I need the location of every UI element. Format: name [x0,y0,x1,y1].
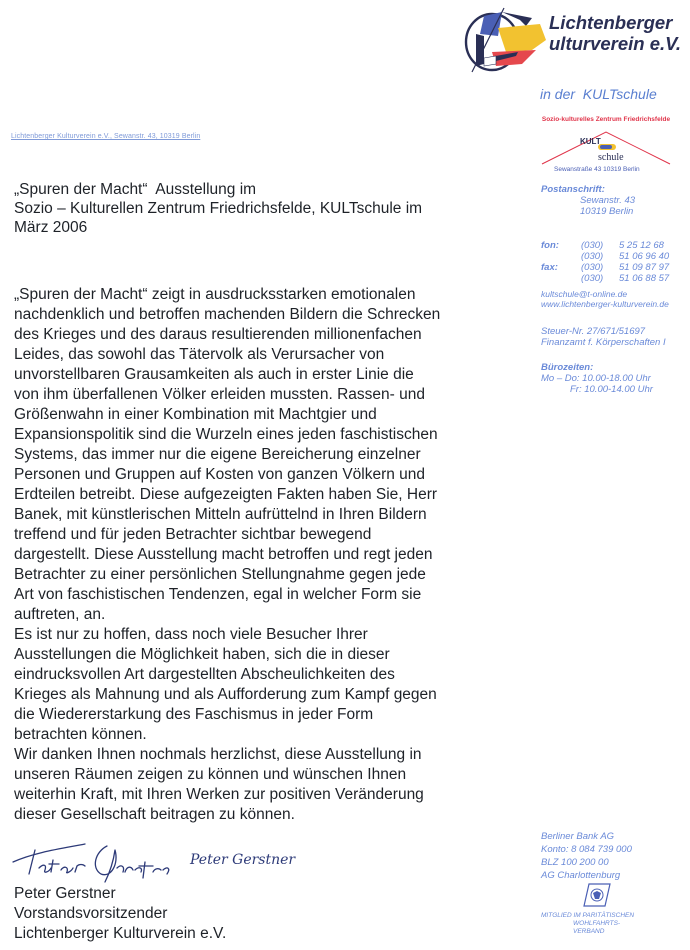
phone-label [541,251,581,262]
body-line: des Krieges und des daraus resultierenden millionenfachen [14,326,422,343]
body-line: „Spuren der Macht“ zeigt in ausdrucksstarken emotionalen [14,286,416,303]
body-line: unseren Räumen zeigen zu können und wünschen Ihnen [14,766,407,783]
letter-subject [14,180,422,237]
paritaetischer-emblem-icon [583,883,611,907]
stamp-brand-suffix: schule [598,152,624,163]
tax-info [541,326,666,348]
body-line: Größenwahn in einer Kombination mit Machtgier und [14,406,377,423]
letter-body [14,285,534,825]
signer-role: Vorstandsvorsitzender [14,905,168,922]
website-link[interactable]: www.lichtenberger-kulturverein.de [541,299,669,309]
body-line: dargestellt. Diese Ausstellung macht betroffen und regt jeden [14,546,433,563]
membership-note [541,912,634,936]
body-line: auftreten, an. [14,606,106,623]
body-line: Ausstellungen die Möglichkeit haben, sich die in dieser [14,646,390,663]
org-logo [462,6,550,74]
body-line: weiterhin Kraft, mit Ihren Werken zur positiven Veränderung [14,786,424,803]
phone-row [541,251,669,262]
phone-row [541,240,669,251]
bank-details [541,830,632,882]
hours-heading: Bürozeiten: [541,362,594,373]
handwritten-signature [5,838,175,884]
member-line-3: VERBAND [573,928,605,935]
org-name [549,12,681,54]
body-line: Erdteilen betreibt. Diese aufgezeigten Fakten haben Sie, Herr [14,486,438,503]
tax-number: Steuer-Nr. 27/671/51697 [541,326,646,337]
member-line-1: MITGLIED IM PARITÄTISCHEN [541,912,635,919]
body-line: Personen und Gruppen auf Kosten von ganzen Völkern und [14,466,426,483]
postal-city: 10319 Berlin [580,206,634,217]
sender-return-address: Lichtenberger Kulturverein e.V., Sewanstr. 43, 10319 Berlin [11,133,201,140]
online-contact [541,289,669,309]
bank-account: Konto: 8 084 739 000 [541,844,632,855]
office-hours [541,362,653,395]
body-line: Betrachter zu einer persönlichen Stellungnahme gegen jede [14,566,426,583]
body-line: die Wiedererstarkung des Faschismus in jeder Form [14,706,374,723]
signature-handwritten-text: Peter Gerstner [190,852,296,868]
postal-street: Sewanstr. 43 [580,195,636,206]
fax-label [541,273,581,284]
body-line: Expansionspolitik sind die Wurzeln eines jeden faschistischen [14,426,438,443]
subject-line-3: März 2006 [14,219,88,236]
body-line: treffend und für jeden Betrachter sichtbar bewegend [14,526,372,543]
fax-number: 51 06 88 57 [619,273,670,284]
signature-block [14,884,226,944]
subject-line-1: „Spuren der Macht“ Ausstellung im [14,181,257,198]
stamp-arc-text: Sozio-kulturelles Zentrum Friedrichsfelde [541,116,671,123]
phone-number: 5 25 12 68 [619,240,664,251]
phone-number: 51 06 96 40 [619,251,670,262]
body-line: Systems, das immer nur die eigene Bereicherung einzelner [14,446,421,463]
fax-row [541,273,669,284]
kultschule-stamp [536,112,676,178]
body-line: Es ist nur zu hoffen, dass noch viele Besucher Ihrer [14,626,368,643]
fax-label: fax: [541,262,558,273]
body-line: von ihm überfallenen Völker erleiden mussten. Rassen- und [14,386,425,403]
body-line: eindrucksvollen Art dargestellten Abscheulichkeiten des [14,666,395,683]
subject-line-2: Sozio – Kulturellen Zentrum Friedrichsfelde, KULTschule im [14,200,423,217]
body-line: Leides, das sowohl das Tätervolk als Verursacher von [14,346,385,363]
org-name-line1: Lichtenberger [549,12,673,33]
body-line: betrachten können. [14,726,147,743]
stamp-brand: KULT [580,137,601,146]
stamp-address: Sewanstraße 43 10319 Berlin [554,166,640,173]
hours-line-2: Fr: 10.00-14.00 Uhr [570,384,653,395]
signer-name: Peter Gerstner [14,885,116,902]
signer-organization: Lichtenberger Kulturverein e.V. [14,925,227,942]
body-line: unvorstellbaren Grausamkeiten als auch in erster Linie die [14,366,414,383]
phone-prefix: (030) [581,251,604,262]
body-line: Art von faschistischen Tendenzen, egal in welcher Form sie [14,586,422,603]
fax-prefix: (030) [581,273,604,284]
phone-label: fon: [541,240,559,251]
member-line-2: WOHLFAHRTS- [573,920,621,927]
body-line: Banek, mit künstlerischen Mitteln aufrüttelnd in Ihren Bildern [14,506,427,523]
fax-prefix: (030) [581,262,604,273]
fax-number: 51 09 87 97 [619,262,670,273]
letterhead-subtitle: in der KULTschule [540,86,657,102]
org-name-line2: ulturverein e.V. [549,33,681,54]
hours-line-1: Mo – Do: 10.00-18.00 Uhr [541,373,651,384]
body-line: Wir danken Ihnen nochmals herzlichst, diese Ausstellung in [14,746,422,763]
register-court: AG Charlottenburg [541,870,621,881]
body-line: dieser Gesellschaft beitragen zu können. [14,806,295,823]
fax-row [541,262,669,273]
phone-list [541,240,669,284]
tax-office: Finanzamt f. Körperschaften I [541,337,666,348]
bank-blz: BLZ 100 200 00 [541,857,609,868]
postal-address [541,184,635,217]
email-link[interactable]: kultschule@t-online.de [541,289,628,299]
body-line: Krieges als Mahnung und als Aufforderung zum Kampf gegen [14,686,437,703]
body-line: nachdenklich und betroffen machenden Bildern die Schrecken [14,306,441,323]
phone-prefix: (030) [581,240,604,251]
bank-name: Berliner Bank AG [541,831,615,842]
postal-heading: Postanschrift: [541,184,605,195]
